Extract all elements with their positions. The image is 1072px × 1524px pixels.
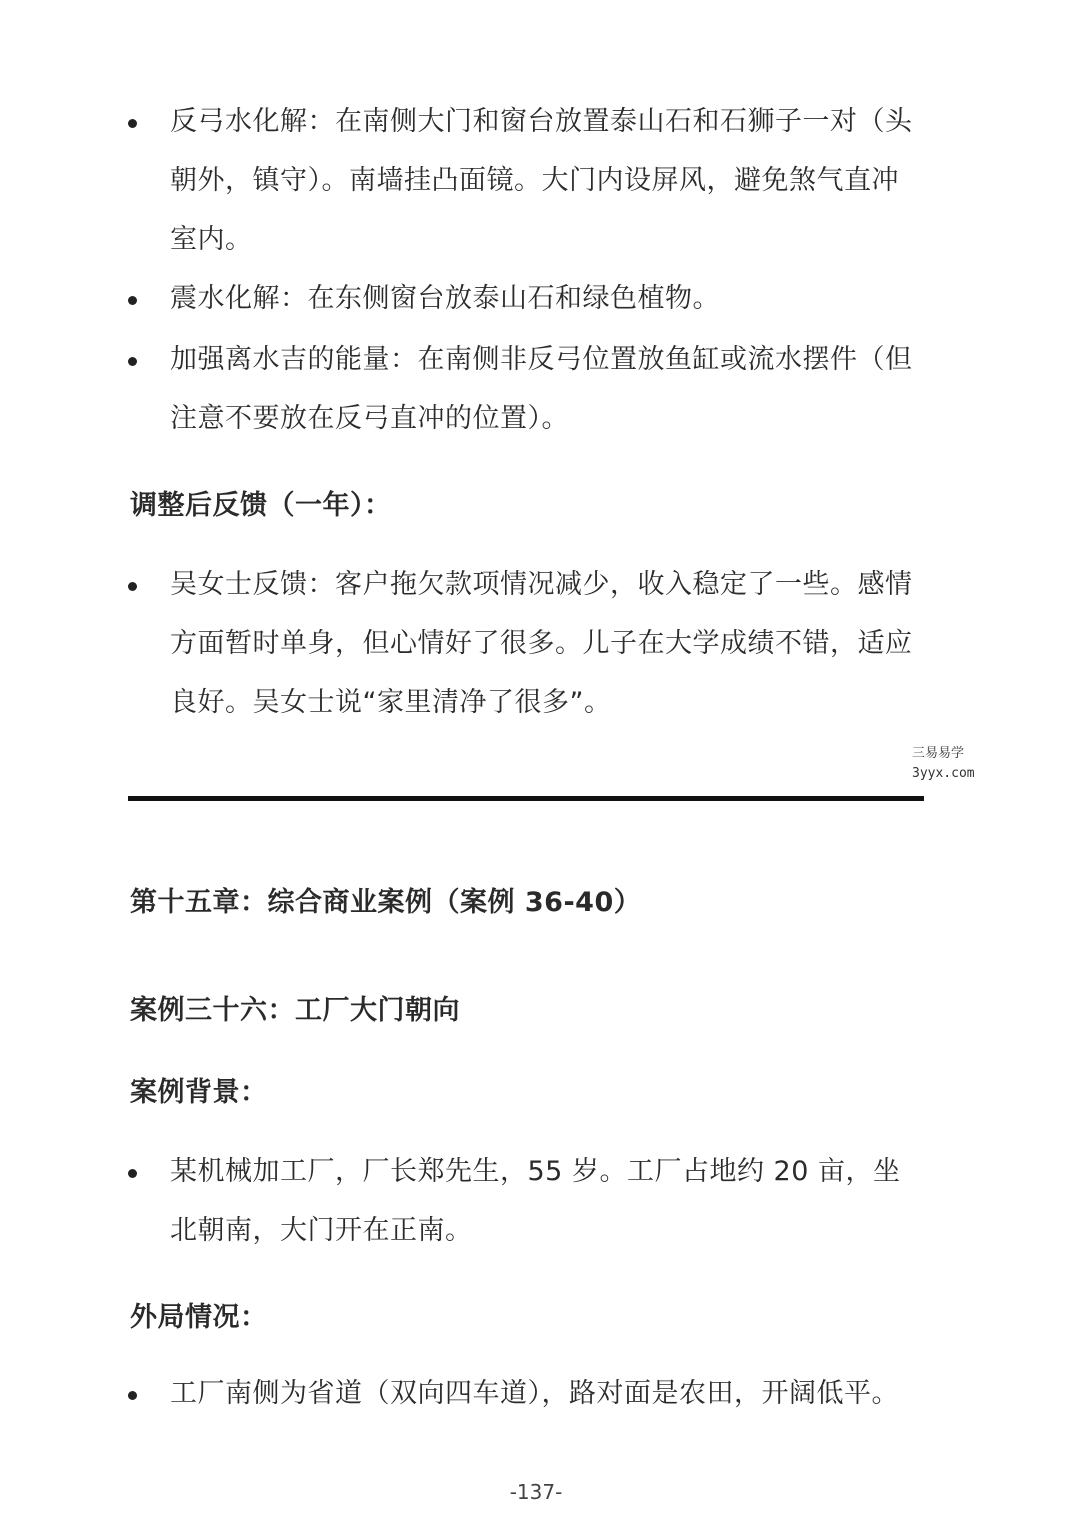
list-item-text: 某机械加工厂，厂长郑先生，55 岁。工厂占地约 20 亩，坐北朝南，大门开在正南。 — [170, 1156, 901, 1246]
section-heading: 外局情况： — [130, 1302, 268, 1333]
watermark-line: 3yyx.com — [912, 766, 975, 781]
chapter-title: 第十五章：综合商业案例（案例 36-40） — [130, 887, 642, 918]
section-heading: 调整后反馈（一年）： — [130, 490, 392, 521]
list-item-text: 吴女士反馈：客户拖欠款项情况减少，收入稳定了一些。感情方面暂时单身，但心情好了很多。儿子在大学成绩不错，适应良好。吴女士说“家里清净了很多”。 — [170, 569, 913, 718]
bullet-icon — [128, 296, 137, 305]
bullet-icon — [128, 582, 137, 591]
bullet-icon — [128, 119, 137, 128]
bullet-icon — [128, 1391, 137, 1400]
section-heading: 案例背景： — [130, 1077, 268, 1108]
bullet-icon — [128, 357, 137, 366]
list-item-text: 震水化解：在东侧窗台放泰山石和绿色植物。 — [170, 283, 720, 314]
list-item-text: 反弓水化解：在南侧大门和窗台放置泰山石和石狮子一对（头朝外，镇守）。南墙挂凸面镜。大门内设屏风，避免煞气直冲室内。 — [170, 106, 913, 255]
bullet-icon — [128, 1169, 137, 1178]
list-item-text: 加强离水吉的能量：在南侧非反弓位置放鱼缸或流水摆件（但注意不要放在反弓直冲的位置）。 — [170, 344, 913, 434]
watermark — [912, 744, 975, 784]
case-title: 案例三十六：工厂大门朝向 — [130, 995, 460, 1026]
watermark-line: 三易易学 — [912, 746, 965, 761]
list-item-text: 工厂南侧为省道（双向四车道），路对面是农田，开阔低平。 — [170, 1378, 899, 1409]
page-number: -137- — [509, 1480, 563, 1504]
section-divider — [128, 796, 924, 801]
